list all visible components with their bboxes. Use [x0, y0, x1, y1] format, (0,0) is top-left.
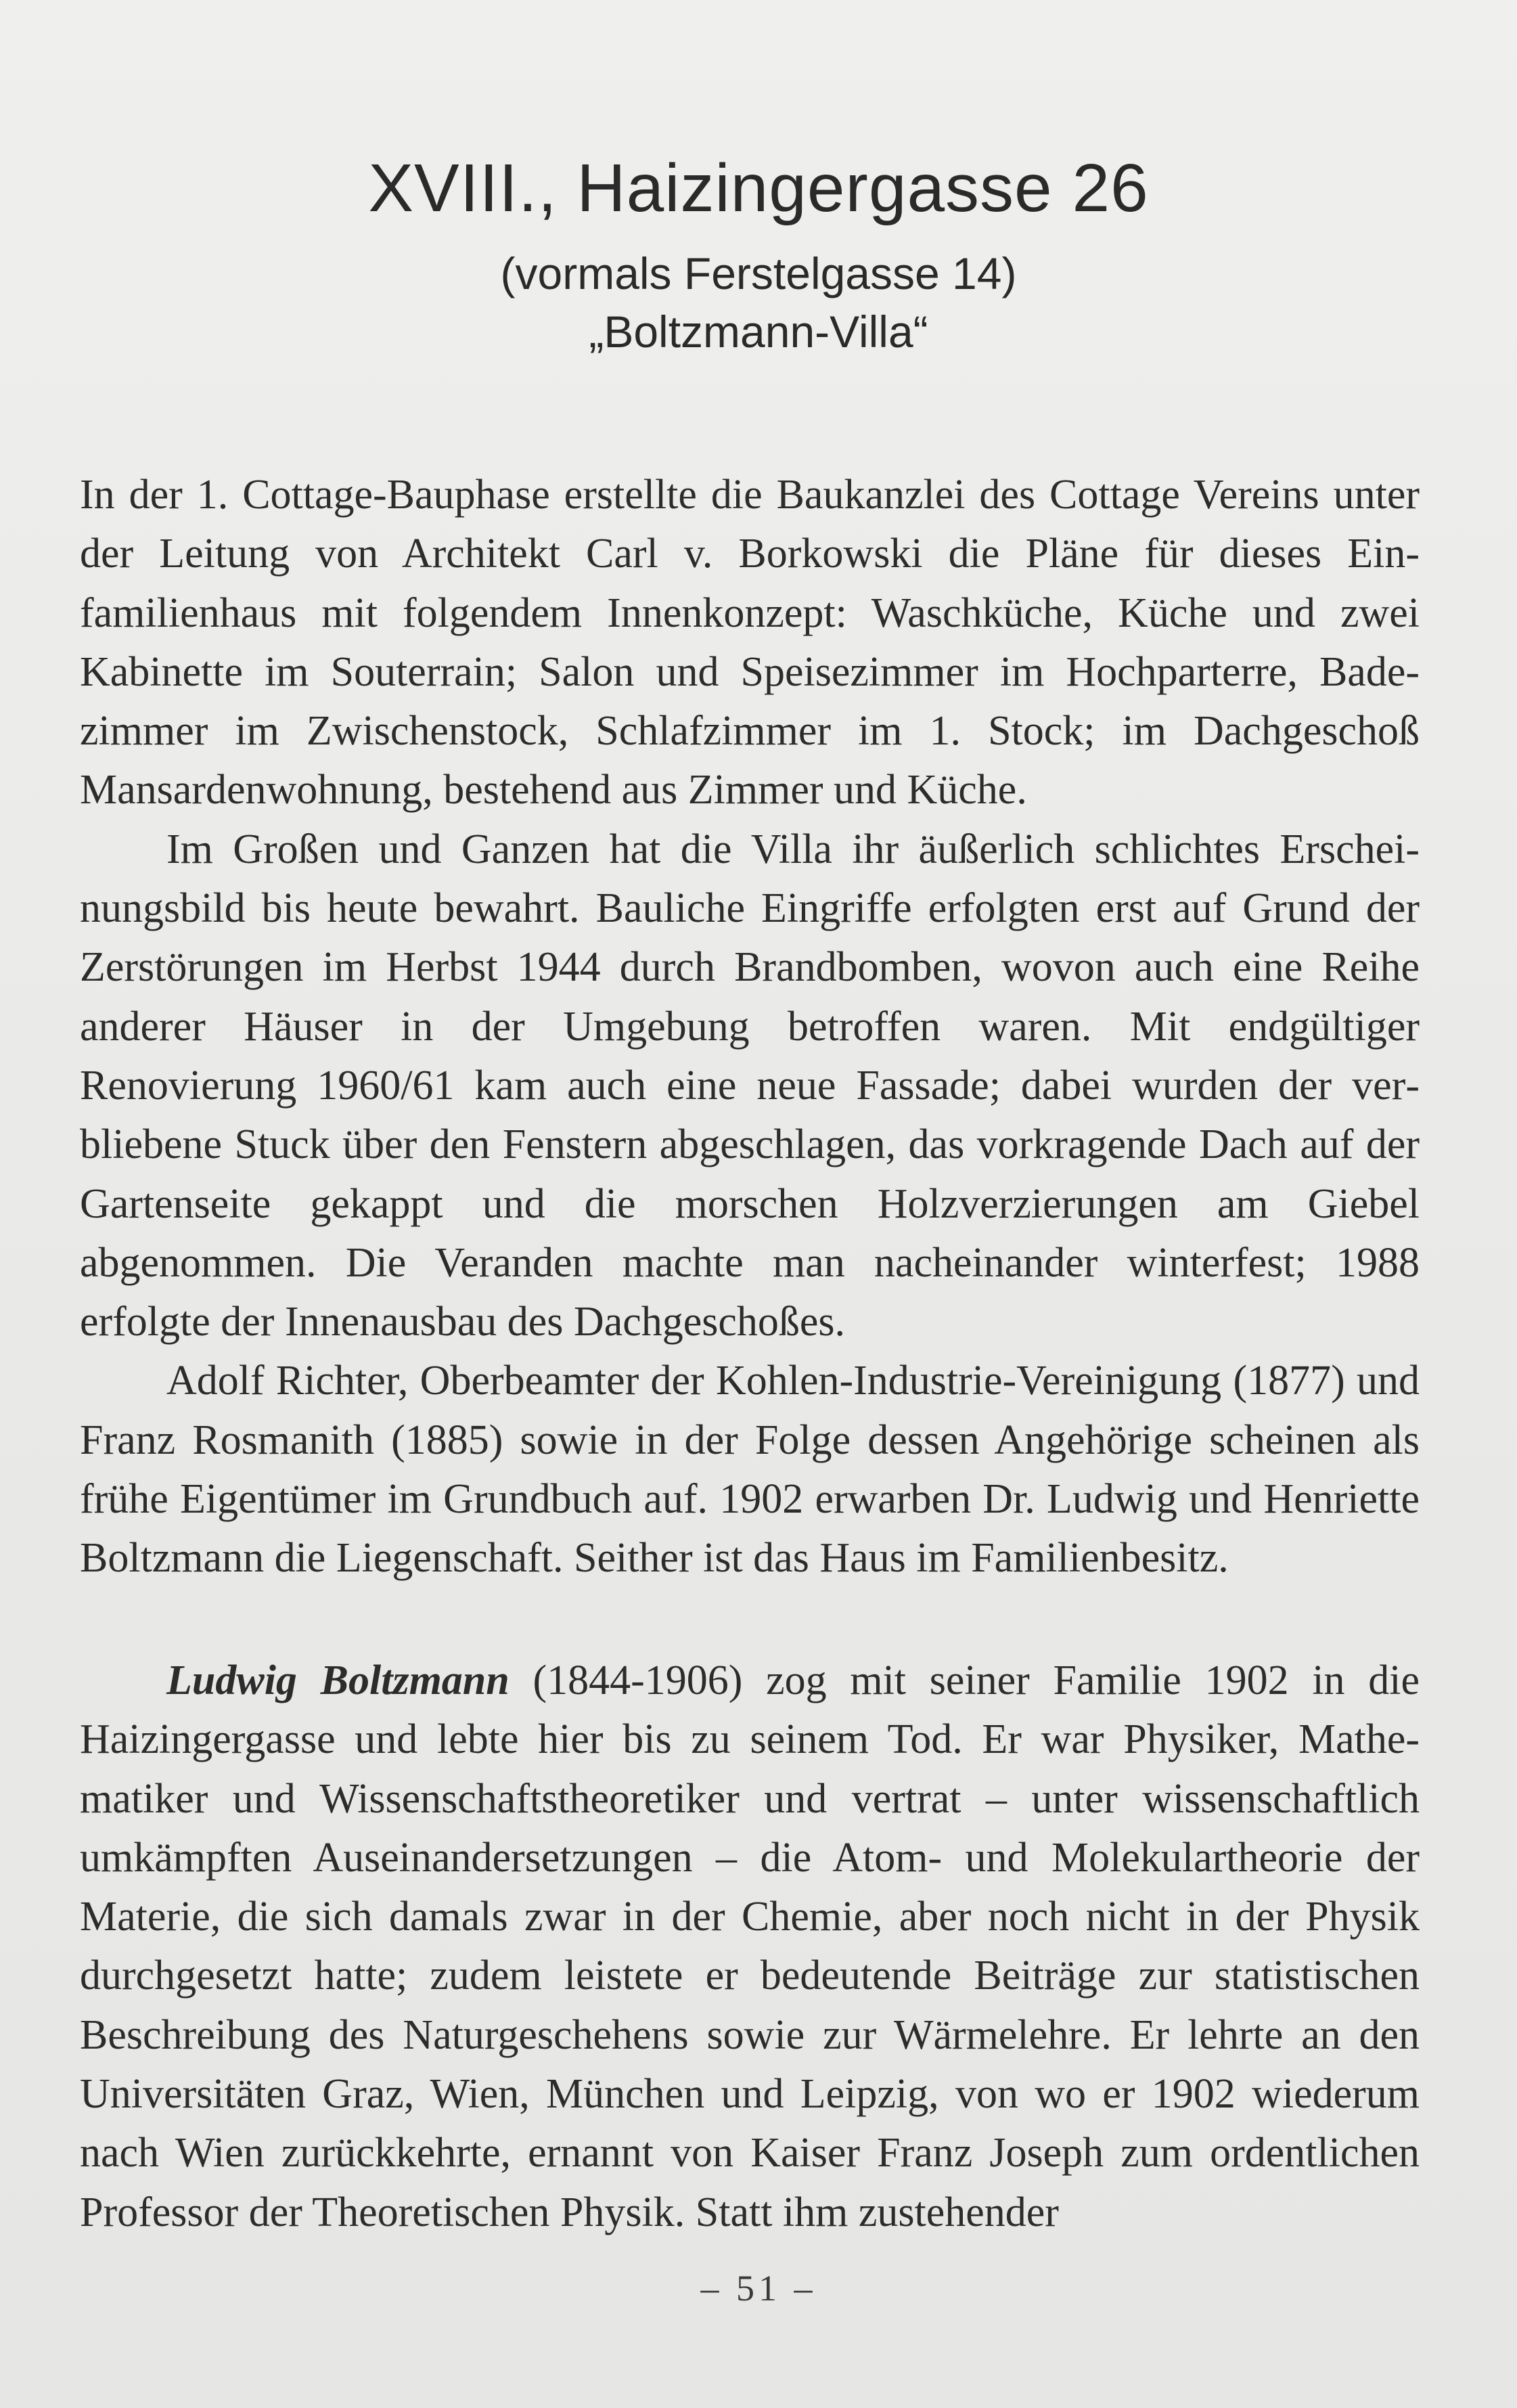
page-subtitle: (vormals Ferstelgasse 14) — [500, 248, 1017, 298]
history-section — [80, 466, 1420, 1588]
biography-section — [80, 1651, 1420, 2242]
biography-text: (1844-1906) zog mit seiner Familie 1902 in die Haizingergasse und lebte hier bis zu seinem Tod. Er war Physiker, Mathematiker und Wissenschaftstheoretiker und vertrat – unter wissenschaftlich umkämpften Auseinandersetzungen – die Atom- und Molekulartheorie der Materie, die sich damals zwar in der Chemie, aber noch nicht in der Physik durchgesetzt hatte; zudem leistete er bedeutende Beiträge zur statistischen Beschreibung des Naturgeschehens sowie zur Wärmelehre. Er lehrte an den Universitäten Graz, Wien, München und Leipzig, von wo er 1902 wiederum nach Wien zurückkehrte, ernannt von Kaiser Franz Joseph zum ordentlichen Professor der Theoretischen Physik. Statt ihm zustehender — [80, 1657, 1420, 2235]
villa-name: „Boltzmann-Villa“ — [589, 307, 928, 357]
person-name: Ludwig Boltzmann — [166, 1657, 510, 1703]
page-number: – 51 – — [700, 2268, 817, 2309]
paragraph-construction: In der 1. Cottage-Bauphase erstellte die Baukanzlei des Cottage Vereins unter der Leitung von Architekt Carl v. Borkowski die Pläne für dieses Einfamilienhaus mit folgendem Innenkonzept: Waschküche, Küche und zwei Kabinette im Souterrain; Salon und Speisezimmer im Hochparterre, Badezimmer im Zwischenstock, Schlafzimmer im 1. Stock; im Dachgeschoß Mansardenwohnung, bestehend aus Zimmer und Küche. — [80, 472, 1420, 813]
page-title: XVIII., Haizingergasse 26 — [368, 150, 1149, 226]
paragraph-biography — [80, 1651, 1420, 2242]
paragraph-renovation: Im Großen und Ganzen hat die Villa ihr äußerlich schlichtes Erscheinungsbild bis heute bewahrt. Bauliche Eingriffe erfolgten erst auf Grund der Zerstörungen im Herbst 1944 durch Brandbomben, wovon auch eine Reihe anderer Häuser in der Umgebung betroffen waren. Mit endgültiger Renovierung 1960/61 kam auch eine neue Fassade; dabei wurden der verbliebene Stuck über den Fenstern abgeschlagen, das vorkragende Dach auf der Gartenseite gekappt und die morschen Holzverzierungen am Giebel abgenommen. Die Veranden machte man nacheinander winterfest; 1988 erfolgte der Innenausbau des Dachgeschoßes. — [80, 826, 1420, 1345]
paragraph-ownership: Adolf Richter, Oberbeamter der Kohlen-Industrie-Vereinigung (1877) und Franz Rosmanith (1885) sowie in der Folge dessen Angehörige scheinen als frühe Eigentümer im Grundbuch auf. 1902 erwarben Dr. Ludwig und Henriette Boltzmann die Liegenschaft. Seither ist das Haus im Familienbesitz. — [80, 1358, 1420, 1582]
